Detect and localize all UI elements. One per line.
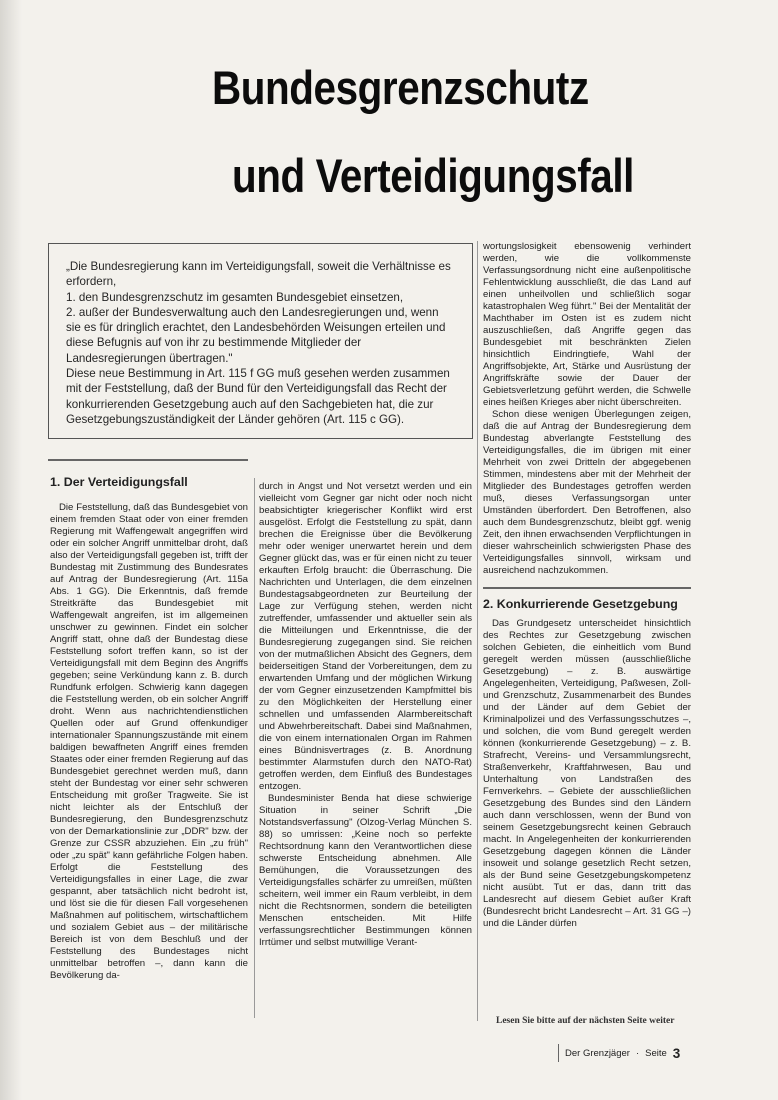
section-1-paragraph-5: Schon diese wenigen Überlegungen zeigen, daß die auf Antrag der Bundesregierung dem Bundestag abverlangte Feststellung des Verteidigungsfalles, die im übrigen mit einer Mehrheit von zwei Dritteln der abgegebenen Stimmen, mindestens aber mit der Mehrheit der Mitglieder des Bundestages getroffen werden muß, dieses Verfassungsorgan unter Umständen überfordert. Den Betroffenen, also auch dem Bundesgrenzschutz, bleibt ggf. wenig Zeit, den ihnen erwachsenden Verpflichtungen in dieser wahrscheinlich schwierigsten Phase des Verteidigungsfalles sinnvoll, wirksam und ausreichend nachzukommen. xyxy=(483,409,691,576)
intro-box xyxy=(66,259,456,427)
column-3 xyxy=(483,241,691,930)
quote-lead: „Die Bundesregierung kann im Verteidigungsfall, soweit die Verhältnisse es erfordern, xyxy=(66,260,451,289)
section-1-heading: 1. Der Verteidigungsfall xyxy=(50,475,188,489)
column-1 xyxy=(50,475,248,982)
column-divider-2 xyxy=(477,241,478,1021)
column-2 xyxy=(259,481,472,949)
continue-note: Lesen Sie bitte auf der nächsten Seite weiter xyxy=(496,1016,675,1026)
section-2-paragraph-1: Das Grundgesetz unterscheidet hinsichtlich des Rechtes zur Gesetzgebung zwischen solchen Gebieten, die einheitlich vom Bund geregelt werden müssen (ausschließliche Gesetzgebung) – z. B. auswärtige Angelegenheiten, Verteidigung, Paßwesen, Zoll- und Grenzschutz, Zusammenarbeit des Bundes und der Länder auf dem Gebiet der Kriminalpolizei und des Verfassungsschutzes –, und solchen, die vom Bund geregelt werden können (konkurrierende Gesetzgebung) – z. B. Strafrecht, Vereins- und Versammlungsrecht, Straßenverkehr, Kraftfahrwesen, Bau und Unterhaltung von Landstraßen des Fernverkehrs. – Gebiete der ausschließlichen Gesetzgebung des Bundes sind den Ländern auch dann verschlossen, wenn der Bund von seinem Gesetzgebungsrecht keinen Gebrauch macht. In Angelegenheiten der konkurrierenden Gesetzgebung dagegen können die Länder insoweit und solange gesetzlich Recht setzen, als der Bund seine Gesetzgebungskompetenz nicht ausübt. Tut er das, dann tritt das Landesrecht auf diesem Gebiet außer Kraft (Bundesrecht bricht Landesrecht – Art. 31 GG –) und die Länder dürfen xyxy=(483,617,691,929)
box-explanation: Diese neue Bestimmung in Art. 115 f GG muß gesehen werden zusammen mit der Feststellung, daß der Bund für den Verteidigungsfall das Recht der konkurrierenden Gesetzgebung auch auf den Sachgebieten hat, die zur Gesetzgebungszuständigkeit der Länder gehören (Art. 115 c GG). xyxy=(66,367,450,426)
page-label: Seite xyxy=(645,1047,667,1059)
binding-shadow xyxy=(0,0,22,1100)
section-1-paragraph-1: Die Feststellung, daß das Bundesgebiet von einem fremden Staat oder von einer fremden Regierung mit Waffengewalt angegriffen wird oder ein solcher Angriff unmittelbar droht, daß also der Verteidigungsfall gegeben ist, trifft der Bundestag mit Zustimmung des Bundesrates auf Antrag der Bundesregierung (Art. 115a Abs. 1 GG). Die Erkenntnis, daß fremde Streitkräfte das Bundesgebiet mit Waffengewalt angreifen, ist im allgemeinen unschwer zu gewinnen. Findet ein solcher Angriff statt, ohne daß der Bundestag diese Feststellung sofort treffen kann, so ist der Verteidigungsfall mit dem Beginn des Angriffs gegeben; seine Verkündung kann z. B. durch Rundfunk erfolgen. Schwierig kann dagegen die Feststellung werden, ob ein solcher Angriff droht. Wenn aus nachrichtendienstlichen Quellen oder auf Grund offenkundiger internationaler Spannungszustände mit einem baldigen bewaffneten Angriff eines fremden Staates oder einer fremden Regierung auf das Bundesgebiet gerechnet werden muß, dann steht der Bundestag vor einer sehr schweren Entscheidung mit großer Tragweite. Sie ist nicht leichter als der Entschluß der Bundesregierung, den Bundesgrenzschutz von der Demarkationslinie zur „DDR" bzw. der Grenze zur CSSR abzuziehen. Ein „zu früh" oder „zu spät" kann gefährliche Folgen haben. Erfolgt die Feststellung des Verteidigungsfalles in einer Lage, die zwar gespannt, aber tatsächlich nicht bedroht ist, und löst sie die für diesen Fall vorgesehenen Maßnahmen auf politischem, wirtschaftlichem und sozialem Gebiet aus – der militärische Bereich ist von dem Beschluß und der Feststellung des Bundestages nicht unmittelbar betroffen –, dann kann die Bevölkerung da- xyxy=(50,502,248,981)
quote-item-1: 1. den Bundesgrenzschutz im gesamten Bundesgebiet einsetzen, xyxy=(66,290,404,304)
article-title-line-2: und Verteidigungsfall xyxy=(232,149,634,202)
page-footer xyxy=(558,1044,693,1062)
article-title-line-1: Bundesgrenzschutz xyxy=(212,61,589,114)
column-divider-1 xyxy=(254,478,255,1018)
section-1-paragraph-4: wortungslosigkeit ebensowenig verhindert werden, wie die vollkommenste Verfassungsordnung nicht eine außenpolitische Fehlentwicklung ausschließt, die das Land auf einen unheilvollen und schließlich sogar katastrophalen Weg führt." Bei der Mentalität der Machthaber im Osten ist es zudem nicht auszuschließen, daß Angriffe gegen das Bundesgebiet mit beschränkten Zielen hinsichtlich Eindringtiefe, Wahl der Angriffsobjekte, Art, Stärke und Ausrüstung der Angriffskräfte sowie der Dauer der Gebietsverletzung geführt werden, die Schwelle eines heißen Krieges aber nicht überschreiten. xyxy=(483,241,691,408)
section-2-heading: 2. Konkurrierende Gesetzgebung xyxy=(483,596,678,611)
section-rule-2 xyxy=(483,587,691,589)
quote-item-2: 2. außer der Bundesverwaltung auch den Landesregierungen und, wenn sie es für dringlich erachtet, den Landesbehörden Weisungen erteilen und diese Befugnis auf von ihr zu bestimmende Mitglieder der Landesregierungen übertragen." xyxy=(66,305,446,365)
section-1-paragraph-2: durch in Angst und Not versetzt werden und ein vielleicht vom Gegner gar nicht oder noch nicht beabsichtigter kriegerischer Konflikt wird erst ausgelöst. Erfolgt die Feststellung zu spät, dann brechen die Ereignisse über die Bevölkerung mehr oder weniger unerwartet herein und dem Gegner glückt das, was er für einen nicht zu teuer erkauften Erfolg braucht: die Überraschung. Die Nachrichten und Unterlagen, die dem einzelnen Bundestagsabgeordneten zur Beurteilung der Lage zur Verfügung stehen, werden nicht zutreffender, umfassender und aktueller sein als die Mitteilungen und Erkenntnisse, die der Bundesregierung zugegangen sind. Sie reichen von der mutmaßlichen Absicht des Gegners, dem beiderseitigen Stand der Vorbereitungen, dem zu erwartenden Umfang und der möglichen Wirkung der vom Gegner einzusetzenden Kampfmittel bis zu den Möglichkeiten der Herstellung einer schnellen und umfassenden Alarmbereitschaft und Abwehrbereitschaft. Dabei sind Maßnahmen, die von einem internationalen Organ im Rahmen eines Bündnisvertrages (z. B. Anordnung bestimmter Alarmstufen durch den NATO-Rat) getroffen werden, dem Einfluß des Bundestages entzogen. xyxy=(259,481,472,792)
footer-separator: · xyxy=(635,1047,640,1059)
magazine-name: Der Grenzjäger xyxy=(565,1047,630,1059)
page-number: 3 xyxy=(672,1045,681,1061)
section-rule-1 xyxy=(48,459,248,461)
section-1-paragraph-3: Bundesminister Benda hat diese schwierige Situation in seiner Schrift „Die Notstandsverfassung" (Olzog-Verlag München S. 88) so umrissen: „Keine noch so perfekte Rechtsordnung kann den Verantwortlichen diese schwerste Entscheidung abnehmen. Alle Bemühungen, die Voraussetzungen des Verteidigungsfalles schärfer zu umreißen, müßten scheitern, weil immer ein Raum verbleibt, in dem nicht die Rechtsnormen, sondern die beteiligten Menschen entscheiden. Mit Hilfe verfassungsrechtlicher Bestimmungen können Irrtümer und selbst mutwillige Verant- xyxy=(259,793,472,948)
